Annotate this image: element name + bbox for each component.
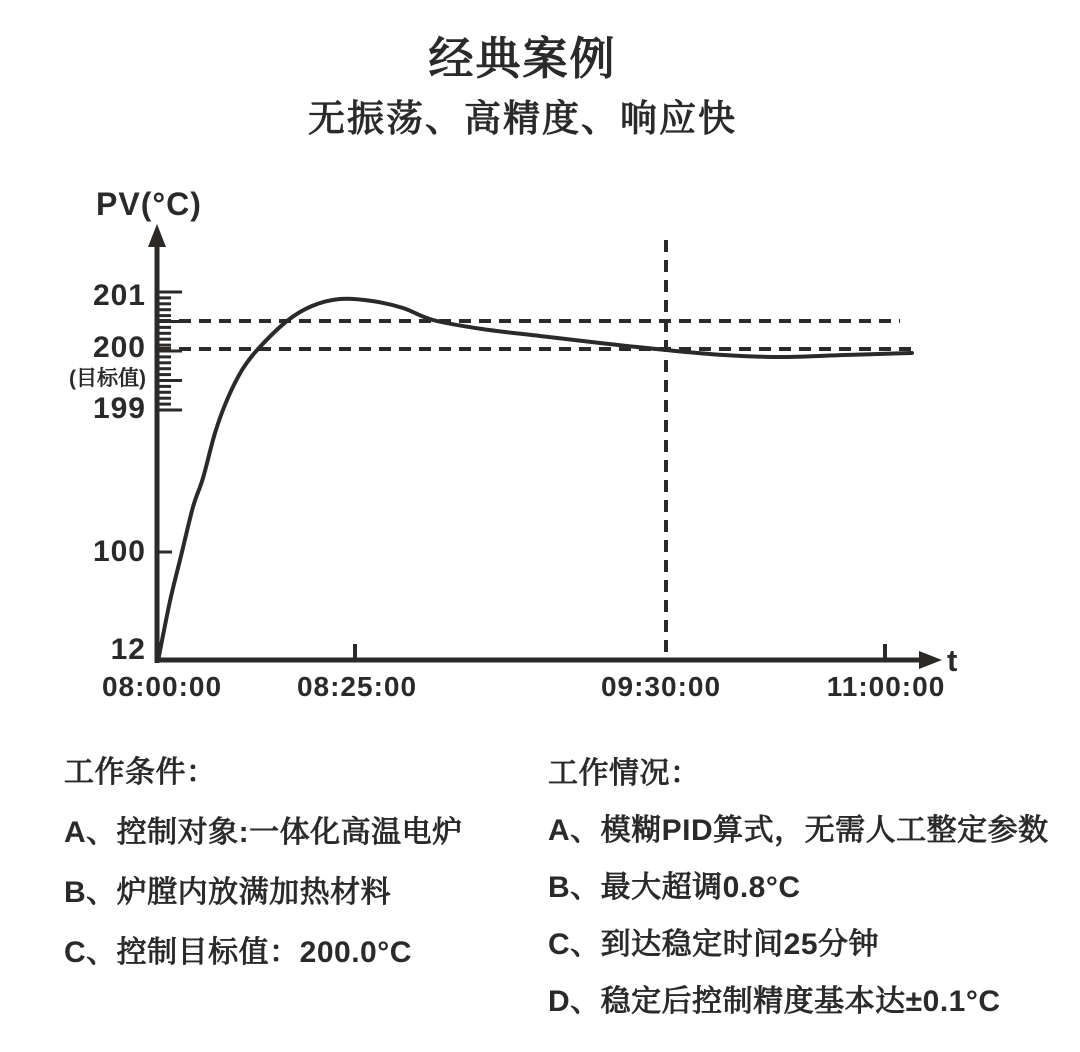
working-results-section (548, 759, 1049, 1044)
condition-item-b: B、炉膛内放满加热材料 (64, 876, 392, 909)
working-conditions-section (64, 758, 463, 998)
y-tick-100: 100 (92, 535, 146, 568)
x-tick-082500: 08:25:00 (296, 671, 418, 702)
y-tick-201: 201 (92, 279, 146, 312)
x-tick-093000: 09:30:00 (600, 671, 722, 702)
x-tick-080000: 08:00:00 (101, 671, 223, 702)
result-item-a: A、模糊PID算式，无需人工整定参数 (548, 814, 1049, 847)
y-tick-12: 12 (110, 633, 146, 666)
result-item-d: D、稳定后控制精度基本达±0.1°C (548, 985, 1001, 1018)
x-tick-110000: 11:00:00 (826, 671, 946, 702)
working-results-heading: 工作情况： (548, 757, 701, 790)
y-target-label: (目标值) (69, 367, 146, 390)
working-conditions-heading: 工作条件： (64, 756, 217, 789)
result-item-b: B、最大超调0.8°C (548, 871, 801, 904)
y-tick-199: 199 (92, 392, 146, 425)
page-subtitle: 无振荡、高精度、响应快 (308, 98, 737, 139)
x-axis-title: t (947, 643, 958, 678)
result-item-c: C、到达稳定时间25分钟 (548, 928, 880, 961)
page-title: 经典案例 (428, 33, 617, 84)
y-axis-title: PV(°C) (96, 186, 202, 222)
condition-item-c: C、控制目标值：200.0°C (64, 936, 412, 969)
y-tick-200: 200 (92, 331, 146, 364)
condition-item-a: A、控制对象:一体化高温电炉 (64, 816, 463, 849)
